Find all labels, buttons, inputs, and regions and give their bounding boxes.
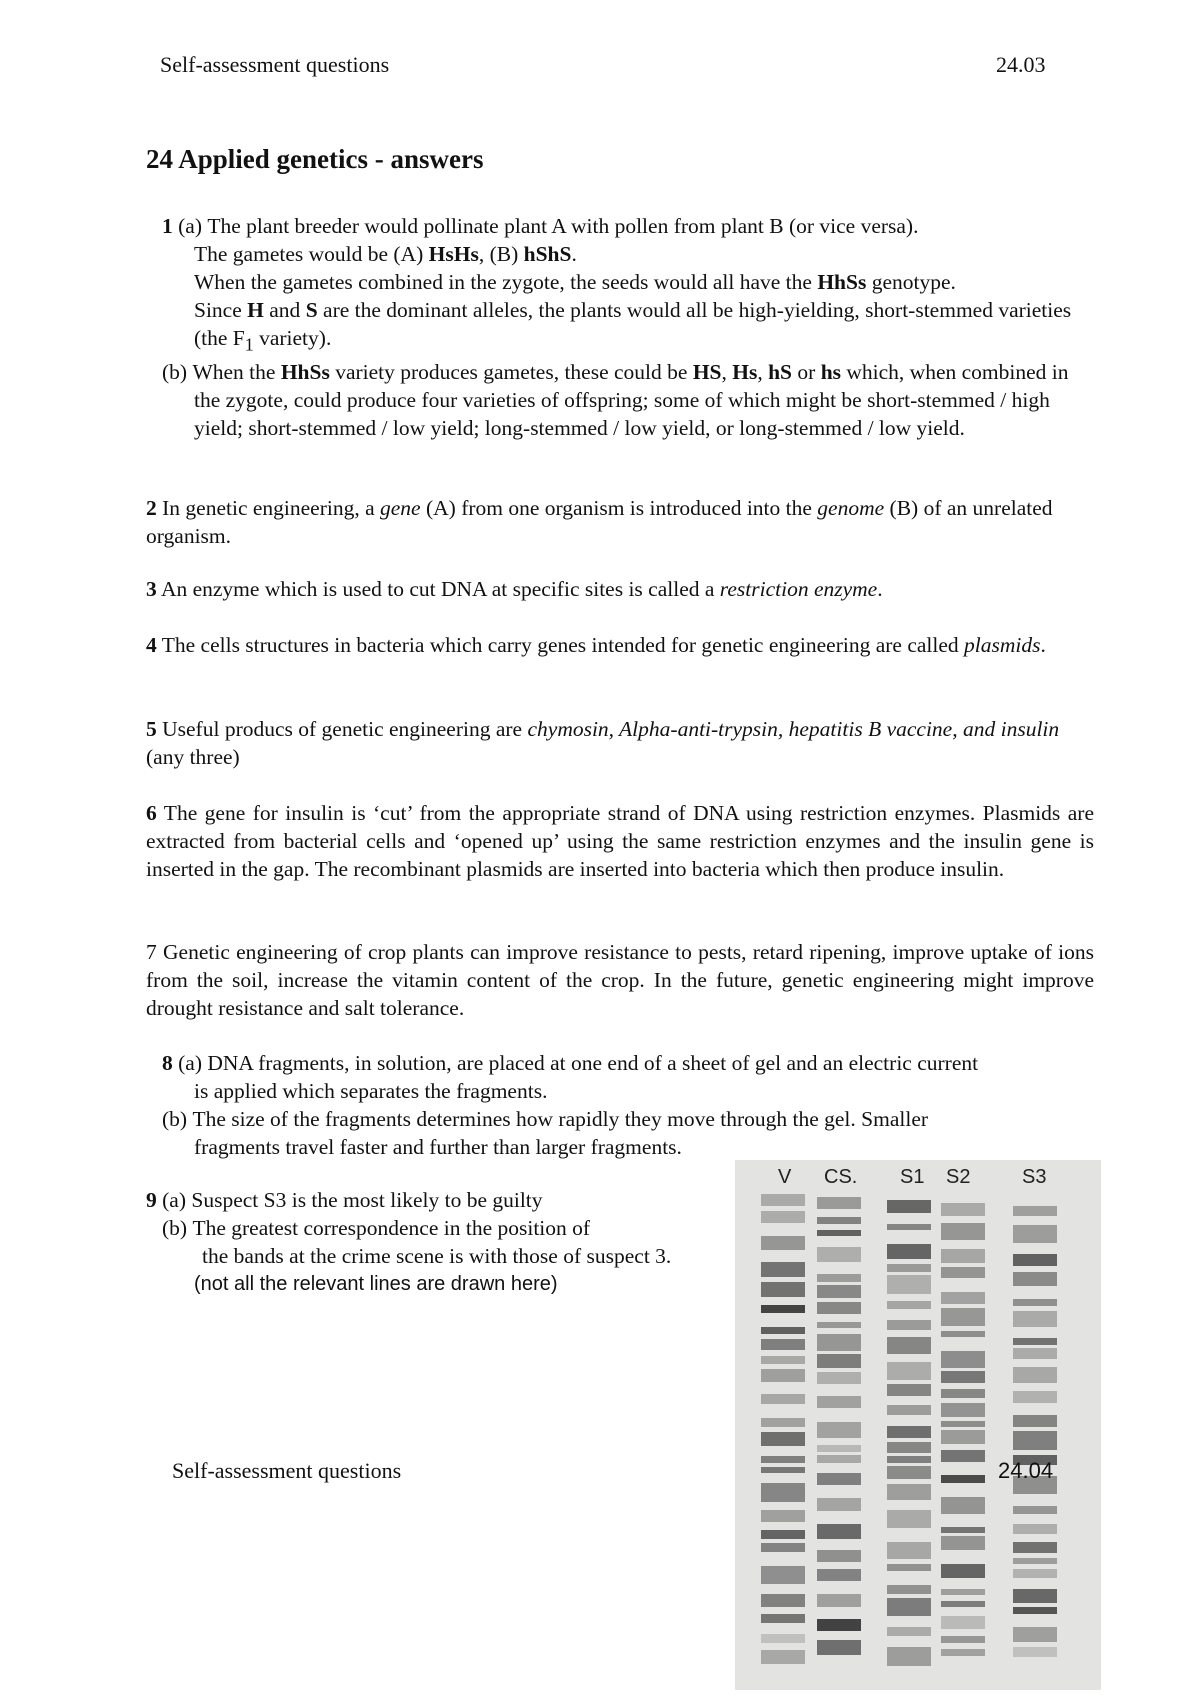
gamete-hs-3: hS: [768, 360, 793, 385]
gel-band: [941, 1649, 985, 1656]
zygote-text: When the gametes combined in the zygote, the seeds would all have the: [194, 270, 818, 294]
gel-band: [941, 1536, 985, 1550]
lane-label-s1: S1: [900, 1166, 925, 1188]
gel-band: [761, 1236, 805, 1250]
answer-8-number: 8: [162, 1051, 173, 1075]
answer-2-text-2: (A) from one organism is introduced into the: [420, 496, 818, 520]
gel-bands-svg: [735, 1160, 1101, 1690]
gel-band: [887, 1224, 931, 1230]
or-text: or: [792, 360, 821, 385]
since-text-2: and: [263, 298, 306, 322]
since-text: Since: [194, 298, 248, 322]
gel-band: [1013, 1558, 1057, 1564]
gamete-hs-2: Hs: [732, 360, 758, 385]
part-b-tag-9: (b): [162, 1216, 188, 1240]
term-plasmids: plasmids: [964, 633, 1041, 657]
gel-band: [941, 1389, 985, 1398]
gel-band: [817, 1197, 861, 1209]
gel-band: [941, 1267, 985, 1278]
gel-band: [1013, 1367, 1057, 1383]
answer-5-text: Useful producs of genetic engineering are: [156, 717, 528, 741]
gel-band: [1013, 1431, 1057, 1450]
gel-band: [817, 1334, 861, 1351]
gel-band: [761, 1194, 805, 1206]
gel-band: [761, 1594, 805, 1607]
gel-band: [1013, 1206, 1057, 1216]
gel-band: [1013, 1542, 1057, 1553]
gel-band: [817, 1569, 861, 1581]
gel-band: [887, 1426, 931, 1438]
gel-band: [941, 1249, 985, 1263]
genotype-hshs: HsHs: [428, 242, 479, 266]
answer-9: [146, 1186, 746, 1298]
term-restriction-enzyme: restriction enzyme: [719, 577, 878, 601]
lane-label-cs: CS.: [824, 1166, 858, 1188]
gel-band: [761, 1327, 805, 1334]
gel-band: [1013, 1225, 1057, 1243]
answer-3-text: An enzyme which is used to cut DNA at specific sites is called a: [156, 577, 720, 601]
gel-band: [817, 1247, 861, 1262]
gel-band: [761, 1634, 805, 1643]
gel-band: [761, 1282, 805, 1297]
allele-s: S: [305, 298, 318, 322]
answer-5-number: 5: [146, 717, 157, 741]
gel-band: [887, 1598, 931, 1616]
answer-2-number: 2: [146, 496, 157, 520]
gel-band: [761, 1456, 805, 1463]
answer-4: [146, 631, 1094, 659]
footer-page-number: 24.04: [998, 1458, 1054, 1483]
gel-band: [761, 1262, 805, 1277]
part-a-tag: (a): [178, 214, 202, 238]
gel-band: [887, 1627, 931, 1636]
gel-band: [941, 1371, 985, 1383]
gel-band: [817, 1274, 861, 1282]
answer-8: [146, 1049, 1094, 1161]
gel-band: [817, 1372, 861, 1384]
gel-band: [1013, 1589, 1057, 1603]
answer-1b-text-2: variety produces gametes, these could be: [329, 360, 693, 385]
gel-band: [817, 1285, 861, 1298]
comma-1: ,: [721, 360, 733, 385]
gel-band: [1013, 1415, 1057, 1427]
genotype-hshs-b: hShS: [523, 242, 572, 266]
gel-band: [1013, 1299, 1057, 1306]
gel-band: [941, 1223, 985, 1240]
page-title: 24 Applied genetics - answers: [146, 144, 484, 174]
since-text-3: are the dominant alleles, the plants would all be high-yielding, short-stemmed varieties (the F: [194, 298, 1072, 350]
gel-band: [817, 1396, 861, 1408]
answer-4-number: 4: [146, 633, 157, 657]
gel-band: [761, 1369, 805, 1382]
gamete-hs-4: hs: [820, 360, 842, 385]
f1-subscript: 1: [244, 334, 254, 355]
gel-band: [817, 1640, 861, 1655]
gel-band: [817, 1619, 861, 1631]
gel-band: [941, 1475, 985, 1483]
answer-9b-text-2: the bands at the crime scene is with those of suspect 3.: [202, 1244, 672, 1268]
answer-3-number: 3: [146, 577, 157, 601]
gel-band: [941, 1564, 985, 1578]
genotype-hhss: HhSs: [817, 270, 867, 294]
header-page-number: 24.03: [996, 52, 1046, 77]
gel-band: [1013, 1524, 1057, 1534]
gel-band: [887, 1301, 931, 1309]
answer-9b-text: The greatest correspondence in the position of: [192, 1216, 591, 1240]
genotype-hhss-b: HhSs: [280, 360, 330, 385]
gel-band: [887, 1585, 931, 1594]
answer-3-text-2: .: [877, 577, 883, 601]
answer-6: [146, 799, 1094, 883]
gel-band: [1013, 1647, 1057, 1657]
gel-band: [887, 1337, 931, 1354]
gel-band: [941, 1450, 985, 1462]
answer-1-number: 1: [162, 214, 173, 238]
gel-band: [941, 1421, 985, 1427]
gel-band: [1013, 1254, 1057, 1266]
answer-4-text-2: .: [1040, 633, 1046, 657]
answer-3: [146, 575, 1094, 603]
part-b-tag: (b): [162, 360, 188, 385]
gel-band: [941, 1636, 985, 1643]
gel-band: [817, 1498, 861, 1511]
answer-8a-text-2: is applied which separates the fragments.: [194, 1079, 548, 1103]
answer-9b-note: (not all the relevant lines are drawn here): [194, 1273, 558, 1295]
gel-band: [941, 1292, 985, 1304]
gel-band: [887, 1542, 931, 1559]
answer-1b-text-3: which, when combined in the zygote, could produce four varieties of offspring; some of which might be short-stemmed / high yield; short-stemmed / low yield; long-stemmed / low yield, or long-stemmed / low yield.: [194, 360, 1069, 441]
answer-7: 7 Genetic engineering of crop plants can improve resistance to pests, retard ripening, improve uptake of ions from the soil, increase the vitamin content of the crop. In the future, genetic engineering might improve drought resistance and salt tolerance.: [146, 940, 1094, 1020]
allele-h: H: [247, 298, 264, 322]
term-products: chymosin, Alpha-anti-trypsin, hepatitis B vaccine, and insulin: [527, 717, 1060, 741]
gel-band: [1013, 1338, 1057, 1345]
gel-band: [761, 1211, 805, 1223]
gel-band: [761, 1394, 805, 1404]
gel-band: [887, 1442, 931, 1453]
gel-band: [817, 1354, 861, 1368]
answer-2-text-3: (B) of an unrelated organism.: [146, 496, 1053, 548]
gel-band: [887, 1484, 931, 1500]
comma-2: ,: [757, 360, 769, 385]
answer-8a-text: DNA fragments, in solution, are placed at one end of a sheet of gel and an electric current: [207, 1051, 979, 1075]
answer-8b-text: The size of the fragments determines how rapidly they move through the gel. Smaller: [192, 1107, 929, 1131]
answer-6-number: 6: [146, 801, 157, 825]
answer-2: [146, 494, 1094, 550]
gel-band: [1013, 1607, 1057, 1614]
gel-band: [887, 1244, 931, 1259]
answer-1a-text: The plant breeder would pollinate plant A with pollen from plant B (or vice versa).: [207, 214, 919, 238]
gel-band: [761, 1356, 805, 1364]
header-left: Self-assessment questions: [160, 52, 390, 77]
gel-band: [761, 1305, 805, 1313]
part-a-tag-8: (a): [178, 1051, 202, 1075]
gel-band: [887, 1405, 931, 1415]
gel-band: [887, 1264, 931, 1272]
gel-band: [941, 1331, 985, 1337]
term-gene: gene: [380, 496, 421, 520]
gel-band: [761, 1650, 805, 1664]
gel-band: [941, 1589, 985, 1595]
gel-band: [761, 1418, 805, 1427]
gel-band: [817, 1550, 861, 1562]
gel-band: [887, 1384, 931, 1396]
answer-5-text-2: (any three): [146, 745, 240, 769]
gel-band: [887, 1647, 931, 1666]
gel-band: [941, 1403, 985, 1417]
gel-band: [941, 1308, 985, 1326]
lane-label-s3: S3: [1022, 1166, 1047, 1188]
gel-band: [887, 1320, 931, 1330]
gel-band: [887, 1510, 931, 1528]
gel-band: [817, 1524, 861, 1539]
part-a-tag-9: (a): [162, 1188, 186, 1212]
footer-left: Self-assessment questions: [172, 1458, 402, 1483]
zygote-text-2: genotype.: [866, 270, 956, 294]
gel-band: [1013, 1506, 1057, 1514]
gel-band: [761, 1467, 805, 1473]
gel-band: [887, 1362, 931, 1380]
answer-2-text: In genetic engineering, a: [156, 496, 381, 520]
gel-band: [941, 1351, 985, 1368]
lane-label-s2: S2: [946, 1166, 971, 1188]
answer-6-text: The gene for insulin is ‘cut’ from the appropriate strand of DNA using restriction enzymes. Plasmids are extracted from bacterial cells and ‘opened up’ using the same restriction enzymes and the insulin gene is inserted in the gap. The recombinant plasmids are inserted into bacteria which then produce insulin.: [146, 801, 1094, 881]
gel-band: [817, 1217, 861, 1224]
gametes-text: The gametes would be (A): [194, 242, 429, 266]
gel-band: [817, 1322, 861, 1328]
gel-band: [761, 1614, 805, 1623]
gel-band: [817, 1445, 861, 1452]
gel-band: [1013, 1627, 1057, 1642]
answer-8b-text-2: fragments travel faster and further than larger fragments.: [194, 1135, 682, 1159]
since-text-4: variety).: [253, 326, 332, 350]
gel-band: [1013, 1569, 1057, 1578]
gel-band: [887, 1564, 931, 1571]
answer-4-text: The cells structures in bacteria which carry genes intended for genetic engineering are called: [156, 633, 965, 657]
answer-1: [146, 212, 1094, 442]
gel-band: [887, 1275, 931, 1294]
gel-band: [887, 1456, 931, 1463]
gel-band: [941, 1497, 985, 1514]
gel-band: [887, 1466, 931, 1479]
gamete-hs-1: HS: [692, 360, 722, 385]
gametes-text-3: .: [571, 242, 577, 266]
gametes-text-2: , (B): [478, 242, 524, 266]
gel-band: [817, 1302, 861, 1314]
answer-1b-text: When the: [192, 360, 281, 385]
gel-band: [761, 1510, 805, 1522]
term-genome: genome: [817, 496, 885, 520]
gel-band: [817, 1594, 861, 1607]
gel-band: [817, 1230, 861, 1236]
gel-band: [761, 1432, 805, 1446]
gel-band: [941, 1601, 985, 1607]
gel-band: [817, 1473, 861, 1485]
gel-band: [817, 1422, 861, 1438]
gel-band: [761, 1530, 805, 1539]
dna-fingerprint-gel-image: [735, 1160, 1101, 1690]
gel-band: [1013, 1348, 1057, 1359]
gel-band: [817, 1455, 861, 1463]
gel-band: [941, 1430, 985, 1444]
answer-5: [146, 715, 1094, 771]
gel-band: [761, 1543, 805, 1552]
gel-band: [887, 1200, 931, 1213]
gel-band: [941, 1203, 985, 1216]
answer-9-number: 9: [146, 1188, 157, 1212]
part-b-tag-8: (b): [162, 1107, 188, 1131]
gel-band: [1013, 1272, 1057, 1286]
gel-band: [941, 1527, 985, 1533]
gel-band: [761, 1566, 805, 1584]
gel-band: [941, 1616, 985, 1629]
gel-band: [1013, 1311, 1057, 1327]
gel-band: [761, 1339, 805, 1350]
gel-band: [761, 1483, 805, 1502]
lane-label-v: V: [778, 1166, 792, 1188]
gel-band: [1013, 1391, 1057, 1403]
answer-9a-text: Suspect S3 is the most likely to be guilty: [191, 1188, 543, 1212]
